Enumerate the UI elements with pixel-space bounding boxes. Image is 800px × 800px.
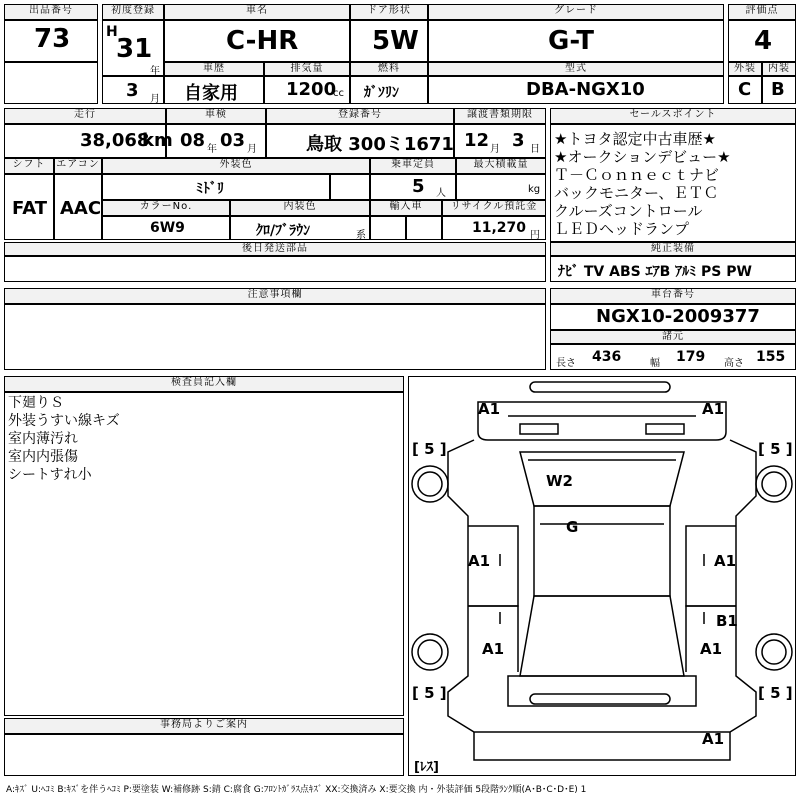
transfer-day-unit: 日 [530, 144, 540, 155]
tire-rear-right: [ 5 ] [758, 684, 793, 702]
legend: A:ｷｽﾞ U:ﾍｺﾐ B:ｷｽﾞを伴うﾍｺﾐ P:要塗装 W:補修跡 S:錆 C:腐食 G:ﾌﾛﾝﾄｶﾞﾗｽ点ｷｽﾞ XX:交換済み X:要交換 内・外装評価 5段階ﾗﾝｸ順(A･B･C･D･E) 1 [6, 785, 587, 795]
mileage-unit: km [142, 130, 173, 151]
transfer-day: 3 [512, 130, 525, 151]
mark-door-left: A1 [468, 552, 491, 570]
displacement-header: 排気量 [264, 62, 350, 76]
color-number: 6W9 [150, 220, 185, 236]
history-header: 車歴 [164, 62, 264, 76]
mileage: 38,068 [80, 130, 150, 151]
fuel-header: 燃料 [350, 62, 428, 76]
import-header: 輸入車 [370, 200, 442, 216]
inspection-month: 03 [220, 130, 246, 151]
first-registration-header: 初度登録 [102, 4, 164, 20]
year-unit: 年 [150, 66, 160, 77]
car-name-header: 車名 [164, 4, 350, 20]
sales-point-line: バックモニター、ＥＴＣ [554, 184, 719, 202]
mark-roof: W2 [546, 472, 573, 490]
mark-rear-bumper: A1 [702, 730, 725, 748]
recycle-header: リサイクル預託金 [442, 200, 546, 216]
mark-front-left: A1 [478, 400, 501, 418]
inspector-note-line: シートすれ小 [8, 467, 92, 483]
exterior-color-sub-cell [330, 174, 370, 200]
aircon-header: エアコン [54, 158, 102, 174]
inspector-notes-header: 検査員記入欄 [4, 376, 404, 392]
interior-color-unit: 系 [356, 230, 366, 241]
capacity-header: 乗車定員 [370, 158, 456, 174]
exterior-color: ﾐﾄﾞﾘ [196, 181, 224, 197]
shift-header: シフト [4, 158, 54, 174]
later-parts-cell [4, 256, 546, 282]
lot-number: 73 [34, 24, 71, 54]
import-cell-b [406, 216, 442, 240]
mark-windshield: G [566, 518, 579, 536]
displacement: 1200 [286, 79, 337, 100]
mark-rear-door-right: B1 [716, 612, 738, 630]
mark-rear-right: A1 [700, 640, 723, 658]
caution-header: 注意事項欄 [4, 288, 546, 304]
recycle-fee-unit: 円 [530, 230, 540, 241]
sales-point-line: ★トヨタ認定中古車歴★ [554, 130, 716, 148]
exterior-grade: C [738, 79, 752, 100]
registration-year: 31 [116, 34, 153, 64]
car-diagram [408, 376, 796, 776]
interior-grade: B [771, 79, 785, 100]
sales-point-line: ＬＥＤヘッドランプ [554, 220, 690, 238]
later-parts-header: 後日発送部品 [4, 242, 546, 256]
inspector-note-line: 室内内張傷 [8, 449, 78, 465]
inspection-year: 08 [180, 130, 206, 151]
recycle-fee: 11,270 [472, 220, 527, 236]
mark-front-right: A1 [702, 400, 725, 418]
door-header: ドア形状 [350, 4, 428, 20]
door-type: 5W [372, 26, 419, 56]
transfer-month: 12 [464, 130, 490, 151]
max-load-unit: kg [528, 184, 541, 195]
plate-header: 登録番号 [266, 108, 454, 124]
equipment-list: ﾅﾋﾞ TV ABS ｴｱB ｱﾙﾐ PS PW [558, 264, 752, 280]
sales-point-line: クルーズコントロール [554, 202, 703, 220]
history: 自家用 [184, 83, 238, 104]
model-header: 型式 [428, 62, 724, 76]
lot-number-empty [4, 62, 98, 104]
capacity: 5 [412, 176, 425, 197]
inspector-note-line: 下廻りＳ [8, 395, 64, 411]
interior-grade-header: 内装 [762, 62, 796, 76]
grade: G-T [548, 26, 595, 56]
inspection-year-unit: 年 [207, 144, 217, 155]
shift: FAT [12, 198, 48, 219]
length-label: 長さ [556, 358, 576, 369]
exterior-grade-header: 外装 [728, 62, 762, 76]
tire-front-left: [ 5 ] [412, 440, 447, 458]
width-value: 179 [676, 349, 706, 365]
month-unit: 月 [150, 94, 160, 105]
aircon: AAC [60, 198, 102, 219]
chassis-number: NGX10-2009377 [596, 306, 760, 327]
car-name: C-HR [226, 26, 299, 56]
import-cell-a [370, 216, 406, 240]
mark-door-right: A1 [714, 552, 737, 570]
era: H [106, 24, 118, 40]
mark-rear-left: A1 [482, 640, 505, 658]
displacement-unit: cc [333, 88, 344, 99]
spare-tire: [ﾚｽ] [414, 760, 439, 775]
max-load-header: 最大積載量 [456, 158, 546, 174]
transfer-deadline-header: 譲渡書類期限 [454, 108, 546, 124]
caution-cell [4, 304, 546, 370]
transfer-month-unit: 月 [490, 144, 500, 155]
tire-front-right: [ 5 ] [758, 440, 793, 458]
registration-month: 3 [126, 80, 139, 101]
model-code: DBA-NGX10 [526, 79, 645, 100]
width-label: 幅 [650, 358, 660, 369]
inspection-header: 車検 [166, 108, 266, 124]
exterior-color-header: 外装色 [102, 158, 370, 174]
grade-header: グレード [428, 4, 724, 20]
capacity-unit: 人 [436, 188, 446, 199]
chassis-header: 車台番号 [550, 288, 796, 304]
lot-number-header: 出品番号 [4, 4, 98, 20]
fuel: ｶﾞｿﾘﾝ [364, 85, 399, 101]
sales-point-line: Ｔ－Ｃｏｎｎｅｃｔナビ [554, 166, 720, 184]
equipment-header: 純正装備 [550, 242, 796, 256]
inspector-note-line: 外装うすい線キズ [8, 413, 120, 429]
length-value: 436 [592, 349, 622, 365]
plate-number: 鳥取 300ミ1671 [306, 134, 454, 155]
score-header: 評価点 [728, 4, 796, 20]
interior-color: ｸﾛ/ﾌﾞﾗｳﾝ [256, 223, 311, 239]
color-number-header: カラーNo. [102, 200, 230, 216]
sales-points-header: セールスポイント [550, 108, 796, 124]
score: 4 [754, 26, 773, 56]
office-notes-header: 事務局よりご案内 [4, 718, 404, 734]
height-value: 155 [756, 349, 786, 365]
sales-point-line: ★オークションデビュー★ [554, 148, 731, 166]
spec-header: 諸元 [550, 330, 796, 344]
interior-color-header: 内装色 [230, 200, 370, 216]
inspection-month-unit: 月 [247, 144, 257, 155]
mileage-header: 走行 [4, 108, 166, 124]
height-label: 高さ [724, 358, 744, 369]
tire-rear-left: [ 5 ] [412, 684, 447, 702]
office-notes-cell [4, 734, 404, 776]
inspector-note-line: 室内薄汚れ [8, 431, 78, 447]
